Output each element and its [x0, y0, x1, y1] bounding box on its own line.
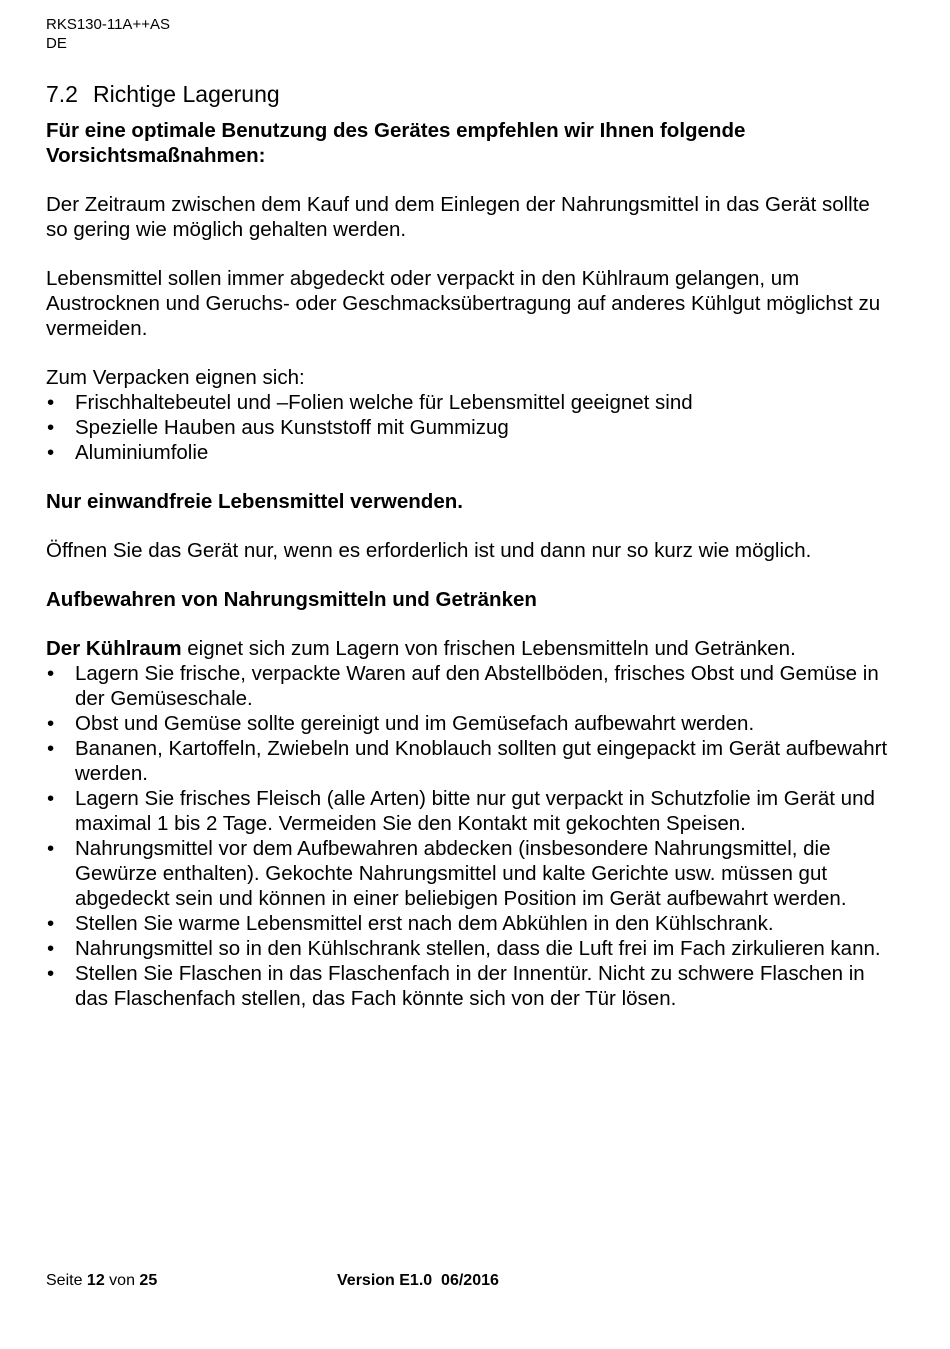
fridge-list [46, 661, 896, 1011]
section-title-text: Richtige Lagerung [93, 81, 280, 107]
intro-bold-paragraph: Für eine optimale Benutzung des Gerätes empfehlen wir Ihnen folgende Vorsichtsmaßnahmen: [46, 119, 746, 167]
list-item: • Spezielle Hauben aus Kunststoff mit Gummizug [46, 415, 896, 440]
list-item: • Lagern Sie frische, verpackte Waren auf den Abstellböden, frisches Obst und Gemüse in der Gemüseschale. [46, 661, 896, 711]
model-number: RKS130-11A++AS [46, 16, 170, 33]
list-item: • Nahrungsmittel so in den Kühlschrank stellen, dass die Luft frei im Fach zirkulieren kann. [46, 936, 896, 961]
list-item: • Obst und Gemüse sollte gereinigt und im Gemüsefach aufbewahrt werden. [46, 711, 896, 736]
page-content [46, 80, 896, 1011]
bold-note: Nur einwandfreie Lebensmittel verwenden. [46, 490, 463, 513]
list-item: • Aluminiumfolie [46, 440, 896, 465]
document-header [46, 15, 170, 53]
list-item: • Nahrungsmittel vor dem Aufbewahren abdecken (insbesondere Nahrungsmittel, die Gewürze enthalten). Gekochte Nahrungsmittel und kalte Gerichte usw. müssen gut abgedeckt sein und können in einer beliebigen Position im Gerät aufbewahrt werden. [46, 836, 896, 911]
paragraph-opening: Öffnen Sie das Gerät nur, wenn es erforderlich ist und dann nur so kurz wie möglich. [46, 539, 812, 562]
list-item: • Bananen, Kartoffeln, Zwiebeln und Knoblauch sollten gut eingepackt im Gerät aufbewahrt werden. [46, 736, 896, 786]
storage-heading: Aufbewahren von Nahrungsmitteln und Getränken [46, 588, 537, 611]
language-code: DE [46, 35, 67, 52]
list-item: • Stellen Sie warme Lebensmittel erst nach dem Abkühlen in den Kühlschrank. [46, 911, 896, 936]
version-label: Version E1.0 06/2016 [337, 1272, 499, 1289]
paragraph-timing: Der Zeitraum zwischen dem Kauf und dem Einlegen der Nahrungsmittel in das Gerät sollte so gering wie möglich gehalten werden. [46, 193, 870, 241]
section-title [46, 80, 896, 108]
page-footer [46, 1271, 646, 1291]
list-item: • Frischhaltebeutel und –Folien welche für Lebensmittel geeignet sind [46, 390, 896, 415]
list-item: • Stellen Sie Flaschen in das Flaschenfach in der Innentür. Nicht zu schwere Flaschen in das Flaschenfach stellen, das Fach könnte sich von der Tür lösen. [46, 961, 896, 1011]
total-page-number: 25 [139, 1272, 158, 1289]
packaging-intro: Zum Verpacken eignen sich: [46, 366, 305, 389]
packaging-list [46, 390, 896, 465]
list-item: • Lagern Sie frisches Fleisch (alle Arten) bitte nur gut verpackt in Schutzfolie im Gerät und maximal 1 bis 2 Tage. Vermeiden Sie den Kontakt mit gekochten Speisen. [46, 786, 896, 836]
page-indicator: Seite 12 von 25 [46, 1272, 158, 1289]
fridge-lead-rest: eignet sich zum Lagern von frischen Lebensmitteln und Getränken. [181, 637, 796, 660]
section-number: 7.2 [46, 81, 78, 107]
paragraph-covering: Lebensmittel sollen immer abgedeckt oder verpackt in den Kühlraum gelangen, um Austrocknen und Geruchs- oder Geschmacksübertragung auf anderes Kühlgut möglichst zu vermeiden. [46, 267, 881, 340]
fridge-lead-bold: Der Kühlraum [46, 637, 182, 660]
current-page-number: 12 [86, 1272, 105, 1289]
fridge-lead [46, 636, 896, 661]
